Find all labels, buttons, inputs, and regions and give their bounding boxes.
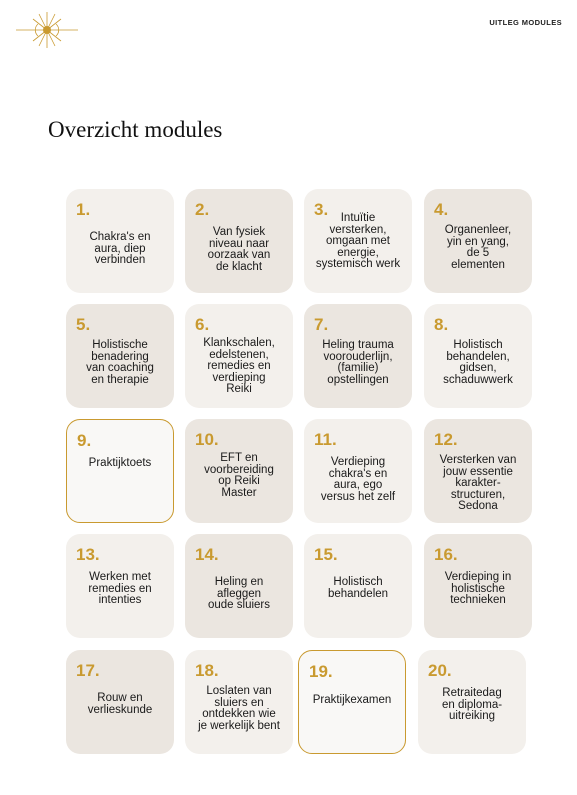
module-title: EFT en voorbereiding op Reiki Master	[204, 452, 274, 499]
module-card-3	[304, 189, 412, 293]
module-card-16	[424, 534, 532, 638]
header-label: UITLEG MODULES	[489, 18, 562, 27]
module-card-18	[185, 650, 293, 754]
module-number: 14.	[195, 545, 219, 564]
module-title: Holistische benadering van coaching en therapie	[86, 339, 154, 386]
module-card-13	[66, 534, 174, 638]
module-number: 20.	[428, 661, 452, 680]
module-card-12	[424, 419, 532, 523]
module-number: 5.	[76, 315, 91, 334]
module-number: 17.	[76, 661, 100, 680]
module-title: Organenleer, yin en yang, de 5 elementen	[444, 224, 512, 271]
module-title: Klankschalen, edelstenen, remedies en verdieping Reiki	[203, 337, 275, 395]
module-title: Heling en afleggen oude sluiers	[207, 576, 270, 611]
module-number: 4.	[434, 200, 449, 219]
module-card-15	[304, 534, 412, 638]
module-number: 11.	[314, 430, 337, 449]
module-title: Holistisch behandelen, gidsen, schaduwwerk	[443, 339, 513, 386]
module-card-10	[185, 419, 293, 523]
module-number: 7.	[314, 315, 329, 334]
module-card-5	[66, 304, 174, 408]
module-title: Chakra's en aura, diep verbinden	[89, 231, 151, 266]
module-card-14	[185, 534, 293, 638]
logo-icon	[14, 10, 80, 50]
module-title: Verdieping chakra's en aura, ego versus het zelf	[320, 456, 396, 503]
module-number: 13.	[76, 545, 100, 564]
module-title: Van fysiek niveau naar oorzaak van de klacht	[207, 226, 271, 273]
page-title: Overzicht modules	[48, 117, 223, 142]
module-number: 3.	[314, 200, 329, 219]
module-card-9	[66, 419, 174, 523]
module-title: Holistisch behandelen	[327, 576, 389, 600]
module-number: 10.	[195, 430, 219, 449]
module-number: 2.	[195, 200, 210, 219]
module-card-11	[304, 419, 412, 523]
module-title: Werken met remedies en intenties	[88, 571, 152, 606]
module-number: 12.	[434, 430, 458, 449]
module-title: Retraitedag en diploma- uitreiking	[441, 687, 503, 722]
module-number: 18.	[195, 661, 219, 680]
module-card-17	[66, 650, 174, 754]
module-number: 19.	[309, 662, 333, 681]
module-card-6	[185, 304, 293, 408]
module-title: Loslaten van sluiers en ontdekken wie je werkelijk bent	[198, 685, 280, 732]
module-number: 16.	[434, 545, 458, 564]
module-title: Praktijkexamen	[312, 694, 392, 706]
module-card-1	[66, 189, 174, 293]
module-title: Verdieping in holistische technieken	[444, 571, 512, 606]
module-title: Rouw en verlieskunde	[87, 692, 153, 716]
module-card-2	[185, 189, 293, 293]
module-number: 9.	[77, 431, 92, 450]
module-card-8	[424, 304, 532, 408]
module-card-7	[304, 304, 412, 408]
module-title: Praktijktoets	[88, 457, 152, 469]
module-number: 1.	[76, 200, 91, 219]
module-card-20	[418, 650, 526, 754]
module-number: 6.	[195, 315, 210, 334]
module-title: Versterken van jouw essentie karakter- structuren, Sedona	[439, 454, 517, 512]
module-title: Heling trauma voorouderlijn, (familie) opstellingen	[322, 339, 394, 386]
module-number: 15.	[314, 545, 338, 564]
module-card-19	[298, 650, 406, 754]
module-card-4	[424, 189, 532, 293]
module-number: 8.	[434, 315, 449, 334]
module-title: Intuïtie versterken, omgaan met energie, systemisch werk	[315, 212, 401, 270]
